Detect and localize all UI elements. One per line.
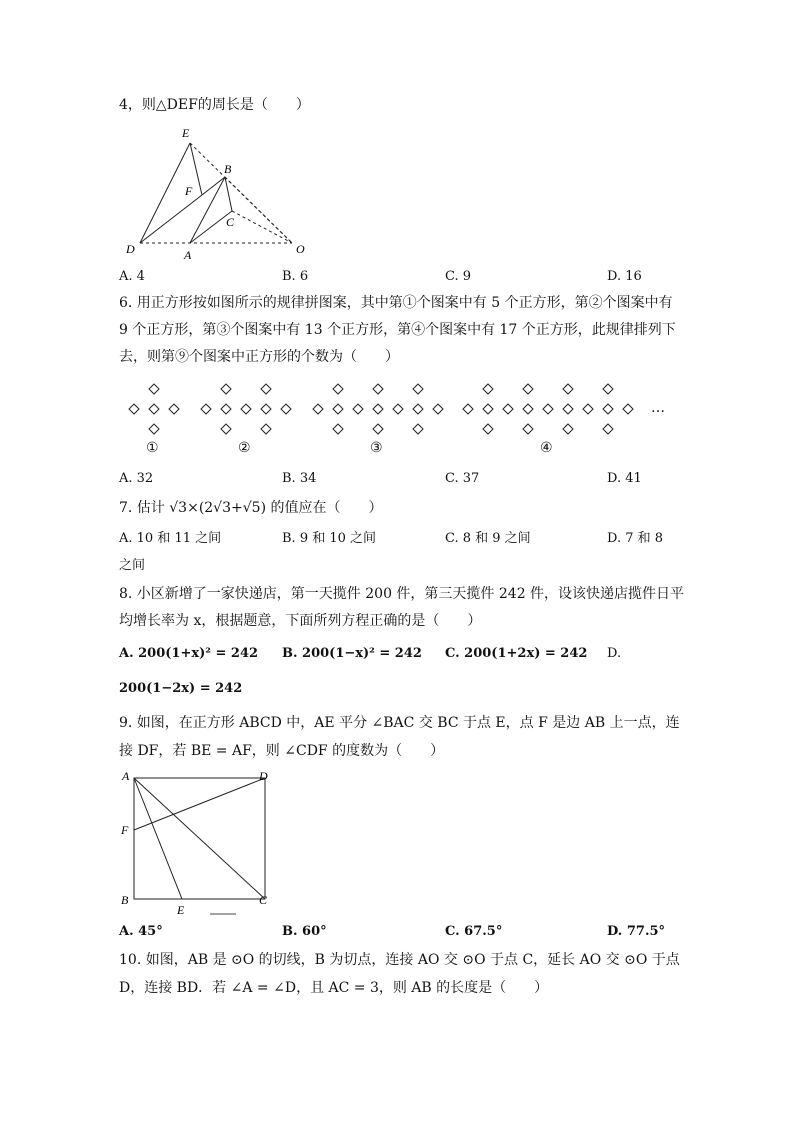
diamond-square	[463, 404, 473, 414]
q7-option-c: C. 8 和 9 之间	[445, 531, 531, 546]
q7-stem: 7. 估计 √3×(2√3+√5) 的值应在（ ）	[119, 500, 383, 516]
pattern-label-3: ③	[370, 440, 383, 456]
q6-line2: 9 个正方形，第③个图案中有 13 个正方形，第④个图案中有 17 个正方形，此规律排列下	[119, 322, 676, 338]
diamond-square	[169, 404, 179, 414]
diamond-square	[413, 424, 423, 434]
diamond-square	[623, 404, 633, 414]
diamond-square	[261, 424, 271, 434]
pattern-ellipsis: …	[651, 400, 665, 416]
diamond-square	[413, 384, 423, 394]
diamond-square	[149, 404, 159, 414]
diamond-square	[281, 404, 291, 414]
label-C: C	[226, 215, 235, 229]
diamond-square	[353, 404, 363, 414]
diamond-square	[523, 404, 533, 414]
pattern-label-4: ④	[540, 440, 553, 456]
q10-line2: D，连接 BD．若 ∠A = ∠D，且 AC = 3，则 AB 的长度是（ ）	[119, 980, 549, 996]
diamond-square	[373, 384, 383, 394]
q7-option-b: B. 9 和 10 之间	[282, 531, 377, 546]
diamond-square	[129, 404, 139, 414]
diamond-square	[241, 404, 251, 414]
diamond-square	[201, 404, 211, 414]
q8-option-d: D.	[607, 646, 622, 661]
q6-line3: 去，则第⑨个图案中正方形的个数为（ ）	[119, 349, 399, 365]
q6-option-a: A. 32	[119, 471, 154, 486]
diamond-square	[393, 404, 403, 414]
q7-option-d-wrap: 之间	[119, 558, 146, 573]
q8-line2: 均增长率为 x，根据题意，下面所列方程正确的是（ ）	[119, 613, 482, 629]
q9-option-d: D. 77.5°	[607, 924, 666, 939]
diamond-square	[149, 424, 159, 434]
diamond-square	[261, 404, 271, 414]
q4-option-b: B. 6	[282, 269, 309, 284]
diamond-square	[149, 384, 159, 394]
q4-stem: 4，则△DEF的周长是（ ）	[119, 97, 310, 113]
q7-option-a: A. 10 和 11 之间	[119, 531, 222, 546]
label-D: D	[126, 242, 135, 256]
label-D: D	[259, 769, 268, 783]
diamond-square	[333, 404, 343, 414]
q6-option-c: C. 37	[445, 471, 480, 486]
label-E: E	[182, 126, 190, 140]
diamond-square	[483, 404, 493, 414]
diamond-square	[583, 404, 593, 414]
diamond-square	[503, 404, 513, 414]
q4-option-d: D. 16	[607, 269, 642, 284]
label-A: A	[122, 769, 130, 783]
q7-option-d: D. 7 和 8	[607, 531, 664, 546]
diamond-square	[603, 384, 613, 394]
q8-option-a: A. 200(1+x)² = 242	[119, 646, 259, 661]
q6-option-b: B. 34	[282, 471, 317, 486]
q9-option-b: B. 60°	[282, 924, 327, 939]
diamond-square	[563, 404, 573, 414]
q9-line1: 9. 如图，在正方形 ABCD 中，AE 平分 ∠BAC 交 BC 于点 E，点 F 是边 AB 上一点，连	[119, 715, 680, 731]
q10-line1: 10. 如图，AB 是 ⊙O 的切线，B 为切点，连接 AO 交 ⊙O 于点 C，延长 AO 交 ⊙O 于点	[119, 952, 680, 968]
q8-option-b: B. 200(1−x)² = 242	[282, 646, 422, 661]
diamond-square	[413, 404, 423, 414]
diamond-square	[603, 404, 613, 414]
diamond-square	[333, 424, 343, 434]
q8-line1: 8. 小区新增了一家快递店，第一天揽件 200 件，第三天揽件 242 件，设该快递店揽件日平	[119, 586, 685, 602]
pattern-label-2: ②	[238, 440, 251, 456]
label-F: F	[121, 823, 129, 837]
diamond-square	[483, 384, 493, 394]
diamond-square	[523, 424, 533, 434]
diamond-square	[523, 384, 533, 394]
label-E: E	[177, 903, 185, 917]
q6-pattern-figure	[120, 380, 680, 440]
diamond-square	[563, 384, 573, 394]
diamond-square	[221, 404, 231, 414]
label-A: A	[184, 248, 192, 262]
diamond-square	[221, 424, 231, 434]
diamond-square	[543, 404, 553, 414]
q9-option-a: A. 45°	[119, 924, 163, 939]
q4-option-c: C. 9	[445, 269, 472, 284]
q4-figure	[120, 125, 320, 265]
q6-line1: 6. 用正方形按如图所示的规律拼图案，其中第①个图案中有 5 个正方形，第②个图案中有	[119, 295, 673, 311]
diamond-square	[221, 384, 231, 394]
diamond-square	[333, 384, 343, 394]
diamond-square	[313, 404, 323, 414]
q8-option-d-wrap: 200(1−2x) = 242	[119, 681, 243, 696]
label-B: B	[121, 893, 129, 907]
diamond-square	[261, 384, 271, 394]
q8-option-c: C. 200(1+2x) = 242	[445, 646, 588, 661]
label-B: B	[224, 162, 232, 176]
pattern-label-1: ①	[146, 440, 159, 456]
diamond-square	[563, 424, 573, 434]
q9-figure	[118, 768, 278, 918]
q9-line2: 接 DF，若 BE = AF，则 ∠CDF 的度数为（ ）	[119, 743, 445, 759]
diamond-square	[603, 424, 613, 434]
label-F: F	[185, 184, 193, 198]
diamond-square	[483, 424, 493, 434]
q9-option-c: C. 67.5°	[445, 924, 503, 939]
diamond-square	[373, 424, 383, 434]
diamond-square	[373, 404, 383, 414]
label-C: C	[259, 893, 268, 907]
q4-option-a: A. 4	[119, 269, 145, 284]
label-O: O	[296, 242, 305, 256]
diamond-square	[433, 404, 443, 414]
q6-option-d: D. 41	[607, 471, 642, 486]
